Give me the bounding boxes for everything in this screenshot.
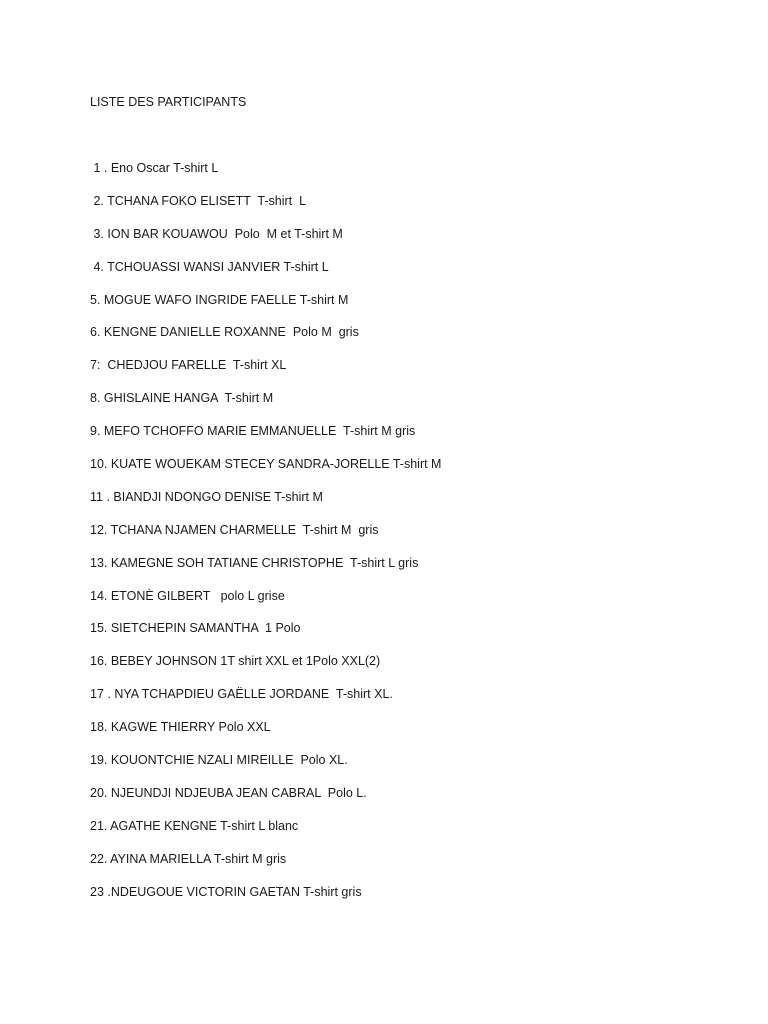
participant-entry: 13. KAMEGNE SOH TATIANE CHRISTOPHE T-shirt L gris xyxy=(90,555,419,570)
participant-entry: 22. AYINA MARIELLA T-shirt M gris xyxy=(90,851,287,866)
participant-entry: 3. ION BAR KOUAWOU Polo M et T-shirt M xyxy=(90,226,343,241)
participant-entry: 12. TCHANA NJAMEN CHARMELLE T-shirt M gris xyxy=(90,522,379,537)
participant-entry: 4. TCHOUASSI WANSI JANVIER T-shirt L xyxy=(90,259,329,274)
participant-entry: 15. SIETCHEPIN SAMANTHA 1 Polo xyxy=(90,621,301,636)
participant-entry: 11 . BIANDJI NDONGO DENISE T-shirt M xyxy=(90,489,323,504)
participant-entry: 7: CHEDJOU FARELLE T-shirt XL xyxy=(90,358,287,373)
participant-entry: 23 .NDEUGOUE VICTORIN GAETAN T-shirt gris xyxy=(90,884,362,899)
participant-entry: 1 . Eno Oscar T-shirt L xyxy=(90,161,219,175)
participant-entry: 16. BEBEY JOHNSON 1T shirt XXL et 1Polo XXL(2) xyxy=(90,654,381,669)
participant-entry: 20. NJEUNDJI NDJEUBA JEAN CABRAL Polo L. xyxy=(90,785,367,800)
participant-entry: 19. KOUONTCHIE NZALI MIREILLE Polo XL. xyxy=(90,753,348,768)
participant-entry: 18. KAGWE THIERRY Polo XXL xyxy=(90,720,271,735)
participant-entry: 21. AGATHE KENGNE T-shirt L blanc xyxy=(90,818,299,833)
participant-entry: 9. MEFO TCHOFFO MARIE EMMANUELLE T-shirt M gris xyxy=(90,424,416,439)
participant-entry: 2. TCHANA FOKO ELISETT T-shirt L xyxy=(90,193,307,208)
participant-entry: 8. GHISLAINE HANGA T-shirt M xyxy=(90,391,274,406)
participant-entry: 10. KUATE WOUEKAM STECEY SANDRA-JORELLE T-shirt M xyxy=(90,457,442,472)
participant-entry: 17 . NYA TCHAPDIEU GAËLLE JORDANE T-shirt XL. xyxy=(90,687,393,702)
participant-entry: 5. MOGUE WAFO INGRIDE FAELLE T-shirt M xyxy=(90,292,349,307)
participant-entry: 6. KENGNE DANIELLE ROXANNE Polo M gris xyxy=(90,325,359,340)
document-title: LISTE DES PARTICIPANTS xyxy=(90,95,247,109)
participant-entry: 14. ETONÈ GILBERT polo L grise xyxy=(90,588,285,603)
participant-list xyxy=(90,160,441,916)
